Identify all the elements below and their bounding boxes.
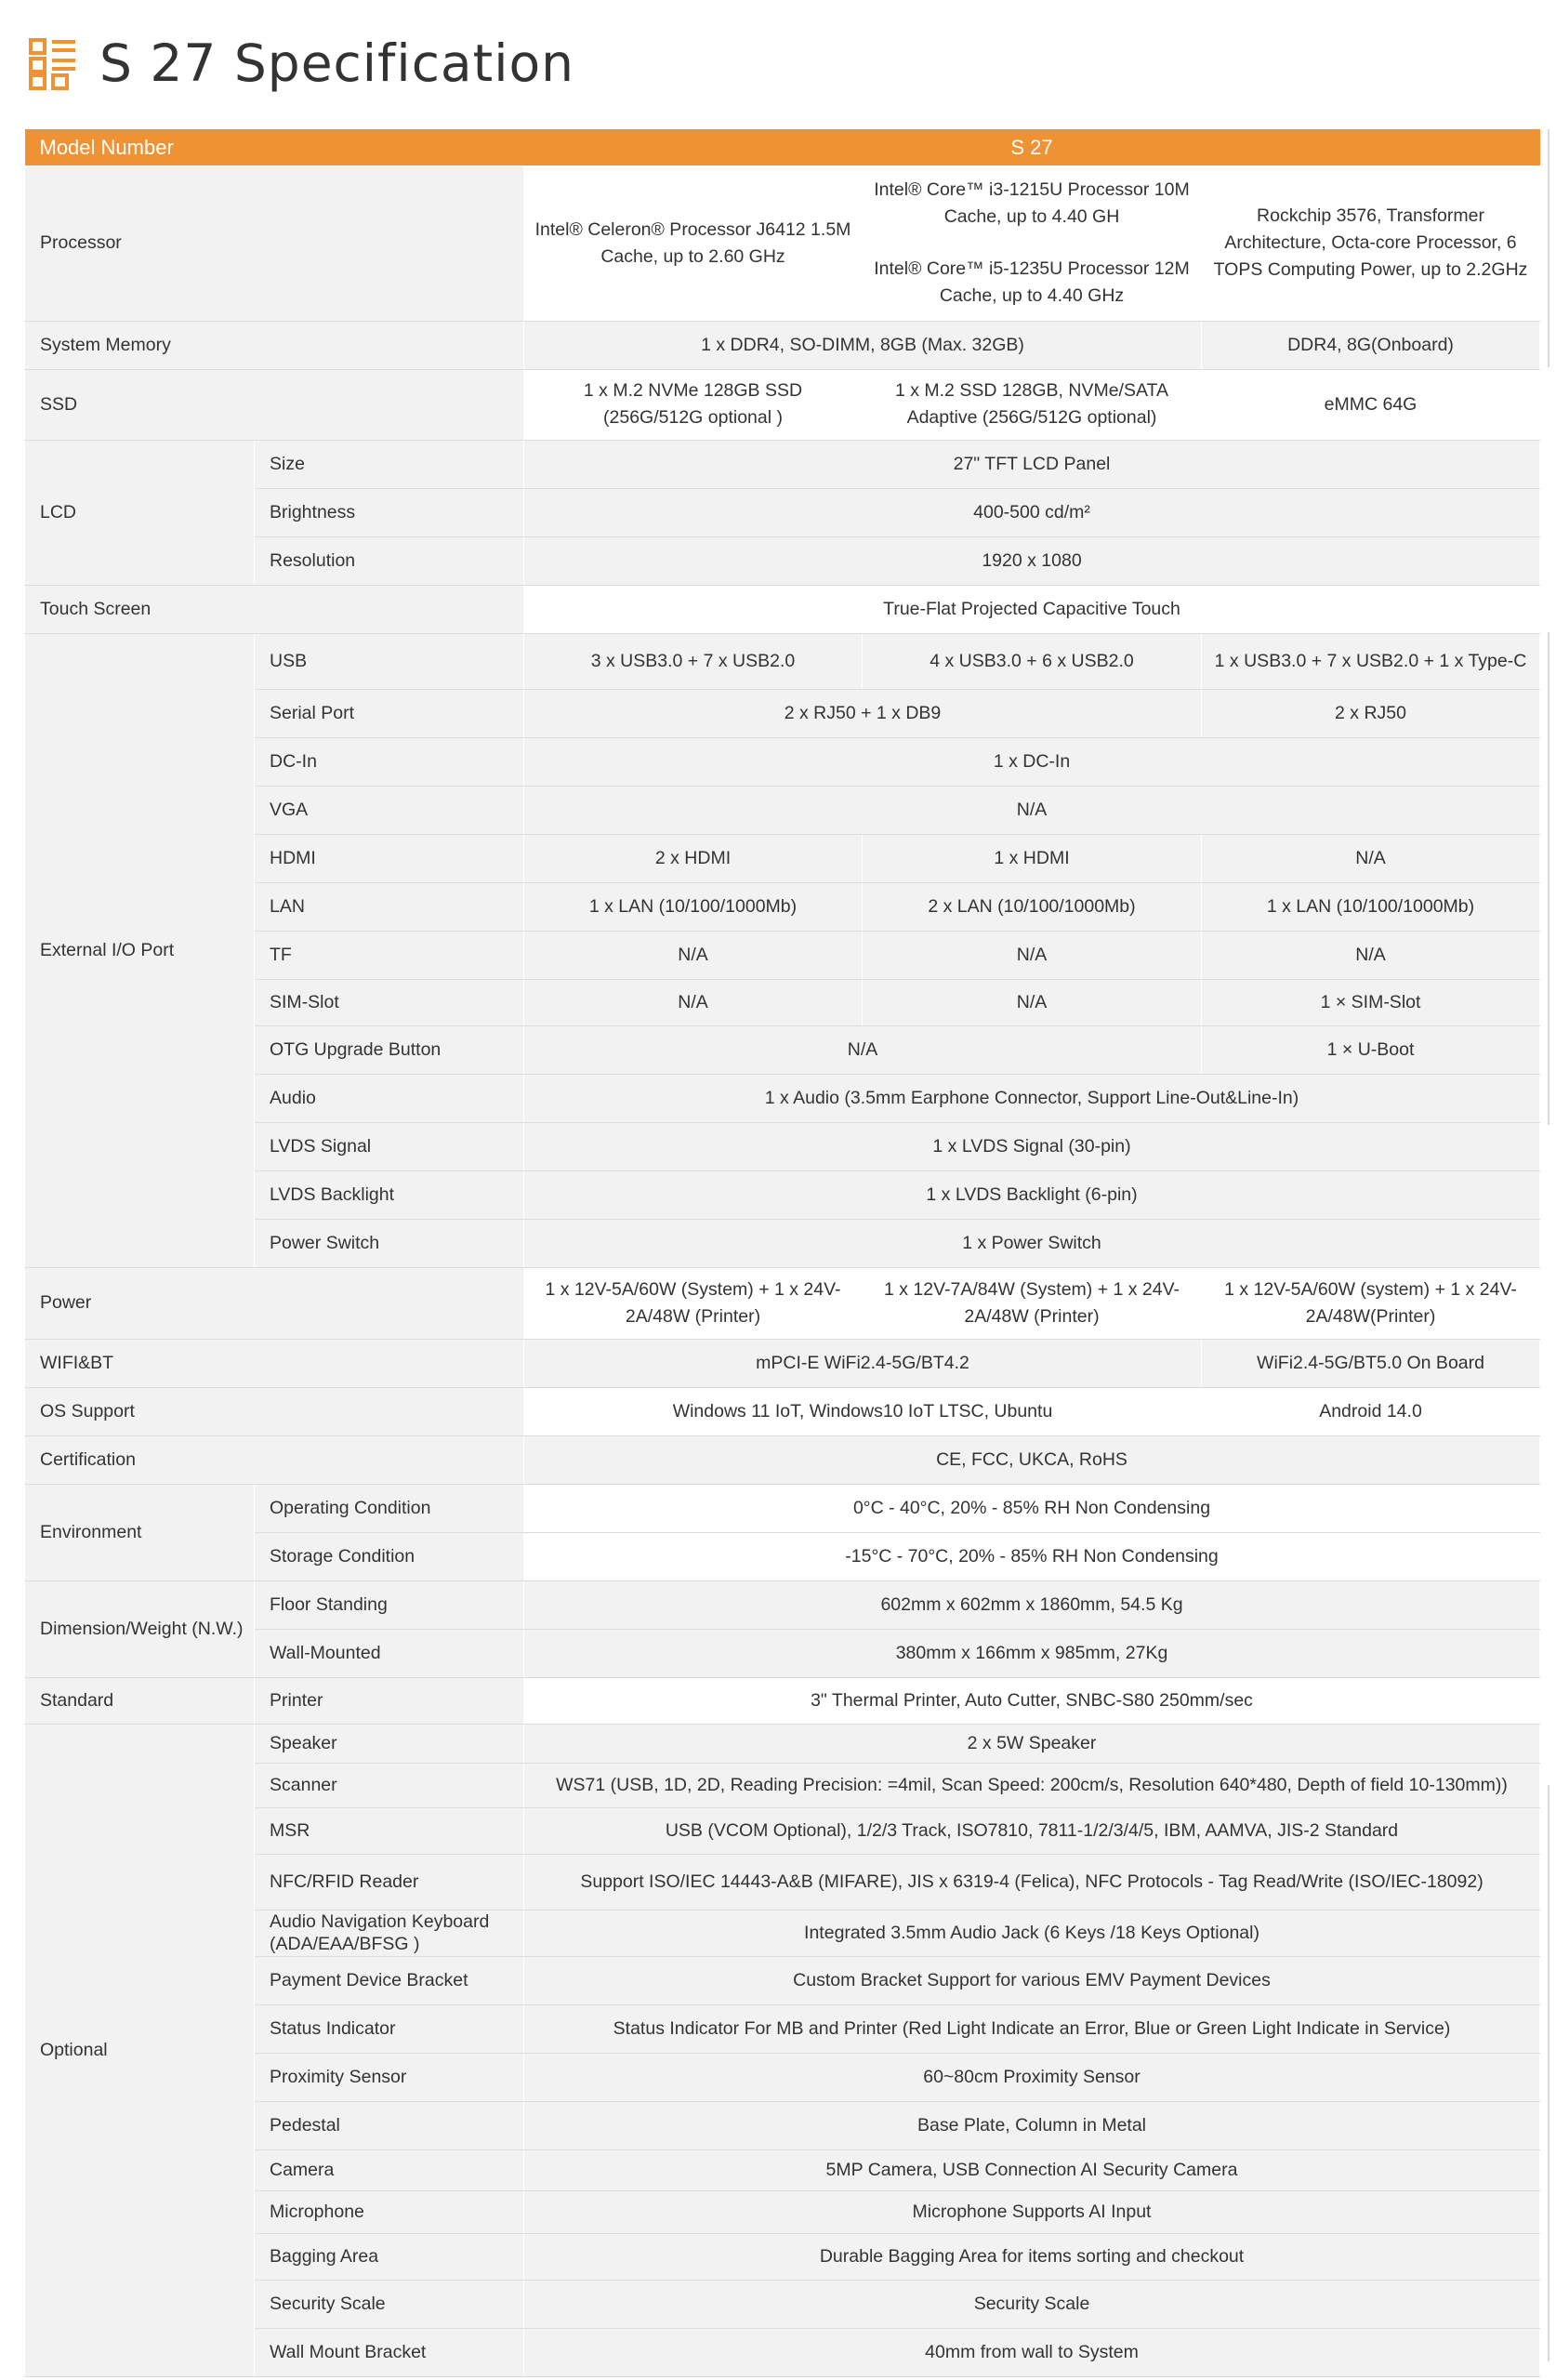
table-row	[25, 1435, 1540, 1484]
cert-value: CE, FCC, UKCA, RoHS	[524, 1435, 1540, 1484]
table-row	[25, 1267, 1540, 1339]
io-lan-col2: 2 x LAN (10/100/1000Mb)	[863, 882, 1202, 931]
table-row	[25, 1484, 1540, 1532]
optional-item-value: WS71 (USB, 1D, 2D, Reading Precision: =4mil, Scan Speed: 200cm/s, Resolution 640*480, Depth of field 10-130mm))	[524, 1763, 1540, 1807]
optional-item-label: Scanner	[255, 1763, 524, 1807]
row-label-lcd: LCD	[25, 440, 255, 585]
optional-item-value: Durable Bagging Area for items sorting and checkout	[524, 2233, 1540, 2280]
io-sim-col2: N/A	[863, 979, 1202, 1025]
io-otg-rockchip: 1 × U-Boot	[1202, 1025, 1540, 1074]
io-power-switch-label: Power Switch	[255, 1219, 524, 1267]
lcd-resolution-label: Resolution	[255, 536, 524, 585]
dim-floor-label: Floor Standing	[255, 1580, 524, 1629]
table-row	[25, 321, 1540, 369]
io-sim-label: SIM-Slot	[255, 979, 524, 1025]
processor-intel-core	[863, 165, 1202, 321]
optional-item-label: Camera	[255, 2149, 524, 2190]
optional-item-label: Pedestal	[255, 2101, 524, 2149]
optional-item-value: 60~80cm Proximity Sensor	[524, 2053, 1540, 2101]
io-tf-col1: N/A	[524, 931, 863, 979]
io-usb-label: USB	[255, 633, 524, 689]
table-row	[25, 440, 1540, 488]
io-tf-label: TF	[255, 931, 524, 979]
model-number-label: Model Number	[25, 129, 524, 165]
io-lvds-backlight-label: LVDS Backlight	[255, 1170, 524, 1219]
processor-i3: Intel® Core™ i3-1215U Processor 10M Cache, up to 4.40 GH	[874, 179, 1190, 227]
env-storage-value: -15°C - 70°C, 20% - 85% RH Non Condensing	[524, 1532, 1540, 1580]
table-row	[25, 1387, 1540, 1435]
dim-wall-label: Wall-Mounted	[255, 1629, 524, 1677]
io-serial-rockchip: 2 x RJ50	[1202, 689, 1540, 737]
table-row	[25, 1724, 1540, 1763]
os-rockchip: Android 14.0	[1202, 1387, 1540, 1435]
io-serial-intel: 2 x RJ50 + 1 x DB9	[524, 689, 1202, 737]
row-label-processor: Processor	[25, 165, 524, 321]
io-tf-col2: N/A	[863, 931, 1202, 979]
wifi-rockchip: WiFi2.4-5G/BT5.0 On Board	[1202, 1339, 1540, 1387]
io-dcin-value: 1 x DC-In	[524, 737, 1540, 786]
io-lan-col1: 1 x LAN (10/100/1000Mb)	[524, 882, 863, 931]
ssd-col1: 1 x M.2 NVMe 128GB SSD (256G/512G optional )	[524, 369, 863, 440]
page-header	[29, 35, 574, 91]
optional-item-label: Security Scale	[255, 2280, 524, 2328]
ssd-col3: eMMC 64G	[1202, 369, 1540, 440]
scroll-edge-line	[1548, 129, 1549, 367]
row-label-environment: Environment	[25, 1484, 255, 1580]
optional-item-label: Status Indicator	[255, 2004, 524, 2053]
lcd-size-label: Size	[255, 440, 524, 488]
env-operating-value: 0°C - 40°C, 20% - 85% RH Non Condensing	[524, 1484, 1540, 1532]
optional-item-label: Microphone	[255, 2190, 524, 2233]
io-hdmi-col3: N/A	[1202, 834, 1540, 882]
lcd-size-value: 27" TFT LCD Panel	[524, 440, 1540, 488]
optional-item-label: Proximity Sensor	[255, 2053, 524, 2101]
table-row	[25, 585, 1540, 633]
optional-item-value: 5MP Camera, USB Connection AI Security Camera	[524, 2149, 1540, 2190]
optional-item-value: Base Plate, Column in Metal	[524, 2101, 1540, 2149]
optional-item-value: Security Scale	[524, 2280, 1540, 2328]
env-storage-label: Storage Condition	[255, 1532, 524, 1580]
spec-table	[24, 129, 1540, 2377]
lcd-brightness-value: 400-500 cd/m²	[524, 488, 1540, 536]
scroll-edge-line	[1548, 1785, 1549, 2361]
io-otg-intel: N/A	[524, 1025, 1202, 1074]
row-label-touch: Touch Screen	[25, 585, 524, 633]
optional-item-label: Speaker	[255, 1724, 524, 1763]
row-label-ssd: SSD	[25, 369, 524, 440]
table-row	[25, 369, 1540, 440]
processor-intel-celeron: Intel® Celeron® Processor J6412 1.5M Cache, up to 2.60 GHz	[524, 165, 863, 321]
table-row	[25, 1339, 1540, 1387]
memory-rockchip: DDR4, 8G(Onboard)	[1202, 321, 1540, 369]
io-audio-label: Audio	[255, 1074, 524, 1122]
scroll-edge-line	[1548, 632, 1549, 1125]
optional-item-value: USB (VCOM Optional), 1/2/3 Track, ISO7810, 7811-1/2/3/4/5, IBM, AAMVA, JIS-2 Standard	[524, 1807, 1540, 1854]
optional-item-label: Payment Device Bracket	[255, 1956, 524, 2004]
io-hdmi-label: HDMI	[255, 834, 524, 882]
row-label-os: OS Support	[25, 1387, 524, 1435]
io-dcin-label: DC-In	[255, 737, 524, 786]
optional-item-label: Audio Navigation Keyboard (ADA/EAA/BFSG )	[255, 1910, 524, 1956]
io-lvds-signal-label: LVDS Signal	[255, 1122, 524, 1170]
io-vga-value: N/A	[524, 786, 1540, 834]
dim-floor-value: 602mm x 602mm x 1860mm, 54.5 Kg	[524, 1580, 1540, 1629]
row-label-optional: Optional	[25, 1724, 255, 2376]
power-col1: 1 x 12V-5A/60W (System) + 1 x 24V-2A/48W (Printer)	[524, 1267, 863, 1339]
row-label-dimension: Dimension/Weight (N.W.)	[25, 1580, 255, 1677]
env-operating-label: Operating Condition	[255, 1484, 524, 1532]
optional-item-label: MSR	[255, 1807, 524, 1854]
table-row	[25, 1677, 1540, 1724]
table-row	[25, 165, 1540, 321]
io-usb-col1: 3 x USB3.0 + 7 x USB2.0	[524, 633, 863, 689]
os-intel: Windows 11 IoT, Windows10 IoT LTSC, Ubuntu	[524, 1387, 1202, 1435]
io-hdmi-col1: 2 x HDMI	[524, 834, 863, 882]
io-serial-label: Serial Port	[255, 689, 524, 737]
io-sim-col1: N/A	[524, 979, 863, 1025]
row-label-standard: Standard	[25, 1677, 255, 1724]
lcd-brightness-label: Brightness	[255, 488, 524, 536]
io-usb-col3: 1 x USB3.0 + 7 x USB2.0 + 1 x Type-C	[1202, 633, 1540, 689]
table-row	[25, 1580, 1540, 1629]
io-hdmi-col2: 1 x HDMI	[863, 834, 1202, 882]
optional-item-value: Custom Bracket Support for various EMV Payment Devices	[524, 1956, 1540, 2004]
table-row	[25, 633, 1540, 689]
lcd-resolution-value: 1920 x 1080	[524, 536, 1540, 585]
row-label-cert: Certification	[25, 1435, 524, 1484]
optional-item-value: Integrated 3.5mm Audio Jack (6 Keys /18 Keys Optional)	[524, 1910, 1540, 1956]
power-col2: 1 x 12V-7A/84W (System) + 1 x 24V-2A/48W (Printer)	[863, 1267, 1202, 1339]
io-power-switch-value: 1 x Power Switch	[524, 1219, 1540, 1267]
table-header-row	[25, 129, 1540, 165]
optional-item-value: 2 x 5W Speaker	[524, 1724, 1540, 1763]
optional-item-label: NFC/RFID Reader	[255, 1854, 524, 1910]
optional-item-value: 40mm from wall to System	[524, 2328, 1540, 2376]
standard-printer-value: 3" Thermal Printer, Auto Cutter, SNBC-S80 250mm/sec	[524, 1677, 1540, 1724]
io-usb-col2: 4 x USB3.0 + 6 x USB2.0	[863, 633, 1202, 689]
ssd-col2: 1 x M.2 SSD 128GB, NVMe/SATA Adaptive (256G/512G optional)	[863, 369, 1202, 440]
optional-item-label: Bagging Area	[255, 2233, 524, 2280]
power-col3: 1 x 12V-5A/60W (system) + 1 x 24V-2A/48W(Printer)	[1202, 1267, 1540, 1339]
page-title: S 27 Specification	[99, 33, 574, 93]
wifi-intel: mPCI-E WiFi2.4-5G/BT4.2	[524, 1339, 1202, 1387]
dim-wall-value: 380mm x 166mm x 985mm, 27Kg	[524, 1629, 1540, 1677]
io-audio-value: 1 x Audio (3.5mm Earphone Connector, Support Line-Out&Line-In)	[524, 1074, 1540, 1122]
optional-item-value: Support ISO/IEC 14443-A&B (MIFARE), JIS x 6319-4 (Felica), NFC Protocols - Tag Read/Write (ISO/IEC-18092)	[524, 1854, 1540, 1910]
touch-value: True-Flat Projected Capacitive Touch	[524, 585, 1540, 633]
model-number-value: S 27	[524, 129, 1540, 165]
io-lan-col3: 1 x LAN (10/100/1000Mb)	[1202, 882, 1540, 931]
optional-item-label: Wall Mount Bracket	[255, 2328, 524, 2376]
io-sim-col3: 1 × SIM-Slot	[1202, 979, 1540, 1025]
io-otg-label: OTG Upgrade Button	[255, 1025, 524, 1074]
memory-intel: 1 x DDR4, SO-DIMM, 8GB (Max. 32GB)	[524, 321, 1202, 369]
io-vga-label: VGA	[255, 786, 524, 834]
io-lan-label: LAN	[255, 882, 524, 931]
row-label-wifi: WIFI&BT	[25, 1339, 524, 1387]
processor-i5: Intel® Core™ i5-1235U Processor 12M Cache, up to 4.40 GHz	[874, 258, 1190, 306]
row-label-io: External I/O Port	[25, 633, 255, 1267]
standard-printer-label: Printer	[255, 1677, 524, 1724]
optional-item-value: Microphone Supports AI Input	[524, 2190, 1540, 2233]
optional-item-value: Status Indicator For MB and Printer (Red Light Indicate an Error, Blue or Green Light Indicate in Service)	[524, 2004, 1540, 2053]
processor-rockchip: Rockchip 3576, Transformer Architecture, Octa-core Processor, 6 TOPS Computing Power, up to 2.2GHz	[1202, 165, 1540, 321]
row-label-memory: System Memory	[25, 321, 524, 369]
io-lvds-signal-value: 1 x LVDS Signal (30-pin)	[524, 1122, 1540, 1170]
row-label-power: Power	[25, 1267, 524, 1339]
grid-list-icon	[29, 36, 77, 90]
io-lvds-backlight-value: 1 x LVDS Backlight (6-pin)	[524, 1170, 1540, 1219]
io-tf-col3: N/A	[1202, 931, 1540, 979]
